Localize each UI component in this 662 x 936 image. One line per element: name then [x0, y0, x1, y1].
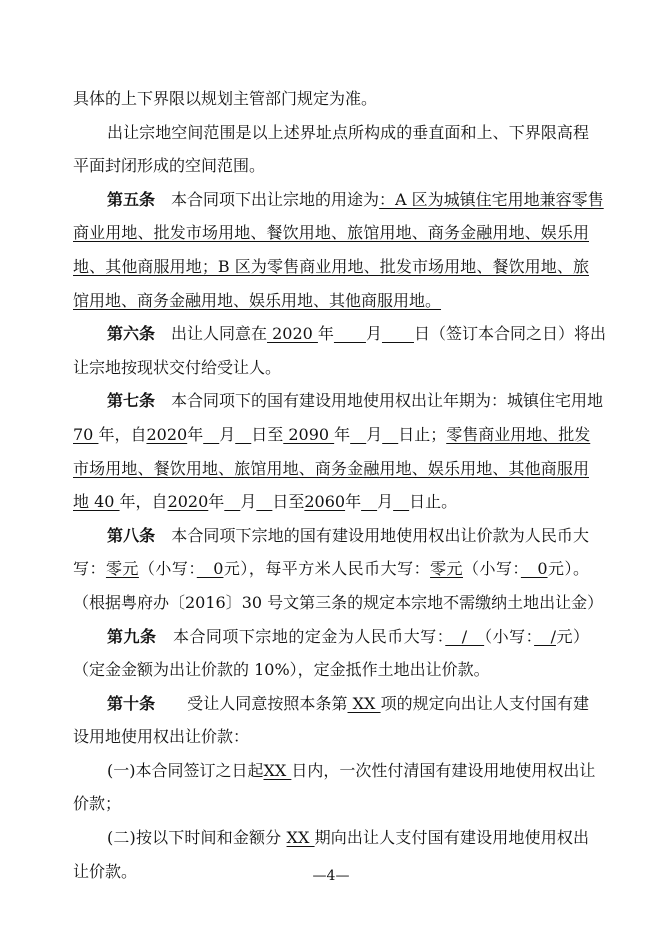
text-segment: 元），每平方米人民币大写：	[223, 559, 431, 579]
filled-field: /	[534, 626, 556, 646]
text-line	[73, 151, 589, 185]
article-heading: 第九条	[107, 626, 157, 646]
filled-field	[382, 324, 414, 343]
text-segment: （小写：	[463, 559, 521, 579]
article-heading: 第六条	[107, 324, 156, 344]
filled-field: XX	[263, 760, 292, 780]
text-line	[73, 319, 606, 353]
filled-field: 0	[196, 559, 224, 579]
text-segment: （定金金额为出让价款的 10%），定金抵作土地出让价款。	[73, 660, 490, 680]
text-segment: 期向出让人支付国有建设用地使用权出	[314, 828, 589, 848]
filled-field: 商业用地、批发市场用地、餐饮用地、旅馆用地、商务金融用地、娱乐用	[73, 223, 589, 243]
text-segment: 设用地使用权出让价款：	[73, 727, 250, 747]
text-segment: 日止；	[398, 424, 447, 444]
text-line	[73, 689, 589, 723]
paragraph	[73, 185, 604, 319]
text-line	[73, 218, 589, 252]
text-line	[73, 622, 589, 656]
text-line	[73, 118, 589, 152]
article-heading: 第五条	[107, 189, 156, 209]
article-heading: 第十条	[107, 693, 156, 713]
paragraph	[73, 622, 589, 689]
filled-field: 市场用地、餐饮用地、旅馆用地、商务金融用地、娱乐用地、其他商服用	[73, 458, 589, 478]
text-segment: 价款；	[73, 794, 122, 814]
filled-field: XX	[347, 693, 381, 713]
text-segment: 年，自	[119, 492, 168, 512]
filled-field: 2060	[304, 492, 346, 512]
text-segment: 年	[334, 424, 351, 444]
text-segment: 年	[187, 424, 204, 444]
text-segment: 日（签订本合同之日）将出	[413, 324, 606, 344]
text-segment: 月	[219, 424, 236, 444]
text-line	[73, 252, 589, 286]
text-segment: 项的规定向出让人支付国有建	[380, 693, 589, 713]
text-segment: (二)按以下时间和金额分	[107, 828, 287, 848]
filled-field: 零元	[430, 559, 463, 579]
text-line	[73, 286, 589, 320]
filled-field: 2090	[283, 424, 335, 444]
text-segment: 让价款。	[73, 861, 138, 881]
text-segment: 日内，一次性付清国有建设用地使用权出让	[291, 760, 596, 780]
text-segment: 元）。	[547, 559, 589, 579]
text-segment: （根据粤府办〔2016〕30 号文第三条的规定本宗地不需缴纳土地出让金）	[73, 592, 604, 612]
filled-field: 零售商业用地、批发	[446, 424, 591, 444]
text-segment: 月	[377, 492, 394, 512]
text-segment: 具体的上下界限以规划主管部门规定为准。	[73, 89, 378, 108]
filled-field: 零元	[105, 559, 139, 579]
text-segment: 日至	[251, 424, 284, 444]
text-segment: （小写：	[138, 559, 197, 579]
text-segment: 月	[240, 492, 257, 512]
text-segment: 年	[208, 492, 225, 512]
paragraph	[73, 319, 606, 386]
filled-field: 馆用地、商务金融用地、娱乐用地、其他商服用地。	[73, 290, 442, 310]
text-line	[73, 521, 589, 555]
text-segment: 年	[345, 492, 362, 512]
text-line	[73, 84, 589, 118]
text-line	[73, 655, 589, 689]
paragraph	[73, 386, 604, 520]
text-segment: 本合同项下宗地的国有建设用地使用权出让价款为人民币大	[155, 525, 589, 545]
filled-field	[393, 492, 409, 511]
filled-field: 2020	[146, 424, 188, 444]
filled-field	[235, 425, 251, 444]
filled-field: /	[445, 626, 485, 646]
text-segment: 日止。	[409, 492, 458, 512]
text-line	[73, 386, 604, 420]
article-heading: 第七条	[107, 391, 156, 411]
text-line	[73, 588, 604, 622]
paragraph	[73, 756, 596, 823]
paragraph	[73, 521, 604, 622]
paragraph	[73, 689, 589, 756]
text-line	[73, 722, 589, 756]
text-line	[73, 353, 589, 387]
text-segment: 让宗地按现状交付给受让人。	[73, 357, 282, 377]
filled-field: 地 40	[73, 492, 120, 512]
filled-field	[224, 492, 240, 511]
filled-field	[203, 425, 219, 444]
text-segment: (一)本合同签订之日起	[107, 760, 264, 780]
paragraph	[73, 118, 589, 185]
filled-field: 地、其他商服用地；B 区为零售商业用地、批发市场用地、餐饮用地、旅	[73, 256, 589, 276]
text-segment: 年	[317, 324, 334, 344]
text-line	[73, 789, 589, 823]
filled-field	[361, 492, 377, 511]
filled-field	[334, 324, 366, 343]
text-line	[73, 823, 589, 857]
document-body	[73, 84, 606, 890]
filled-field	[256, 492, 272, 511]
page-number: —4—	[312, 868, 350, 884]
text-segment: 元）	[555, 626, 589, 646]
filled-field: 70	[73, 424, 99, 444]
filled-field: 0	[520, 559, 548, 579]
text-segment: 本合同项下宗地的定金为人民币大写：	[156, 626, 446, 646]
filled-field: 2020	[267, 324, 318, 344]
text-line	[73, 420, 589, 454]
text-segment: 本合同项下出让宗地的用途为	[155, 189, 380, 209]
text-segment: （小写：	[484, 626, 535, 646]
filled-field: 2020	[167, 492, 209, 512]
filled-field: XX	[286, 828, 315, 848]
filled-field: ：A 区为城镇住宅用地兼容零售	[379, 189, 604, 209]
text-segment: 月	[365, 324, 382, 344]
text-line	[73, 487, 589, 521]
paragraph	[73, 84, 589, 118]
text-segment: 平面封闭形成的空间范围。	[73, 156, 266, 176]
article-heading: 第八条	[107, 525, 156, 545]
text-segment: 出让宗地空间范围是以上述界址点所构成的垂直面和上、下界限高程	[107, 122, 589, 142]
text-segment: 写：	[73, 559, 106, 579]
filled-field	[350, 425, 366, 444]
text-line	[73, 756, 596, 790]
text-segment: 年，自	[98, 424, 147, 444]
text-line	[73, 185, 604, 219]
text-line	[73, 454, 589, 488]
text-segment: 受让人同意按照本条第	[155, 693, 348, 713]
text-segment: 本合同项下的国有建设用地使用权出让年期为：城镇住宅用地	[155, 391, 604, 411]
text-segment: 出让人同意在	[155, 324, 268, 344]
text-line	[73, 554, 589, 588]
text-segment: 日至	[272, 492, 305, 512]
text-segment: 月	[366, 424, 383, 444]
filled-field	[382, 425, 398, 444]
